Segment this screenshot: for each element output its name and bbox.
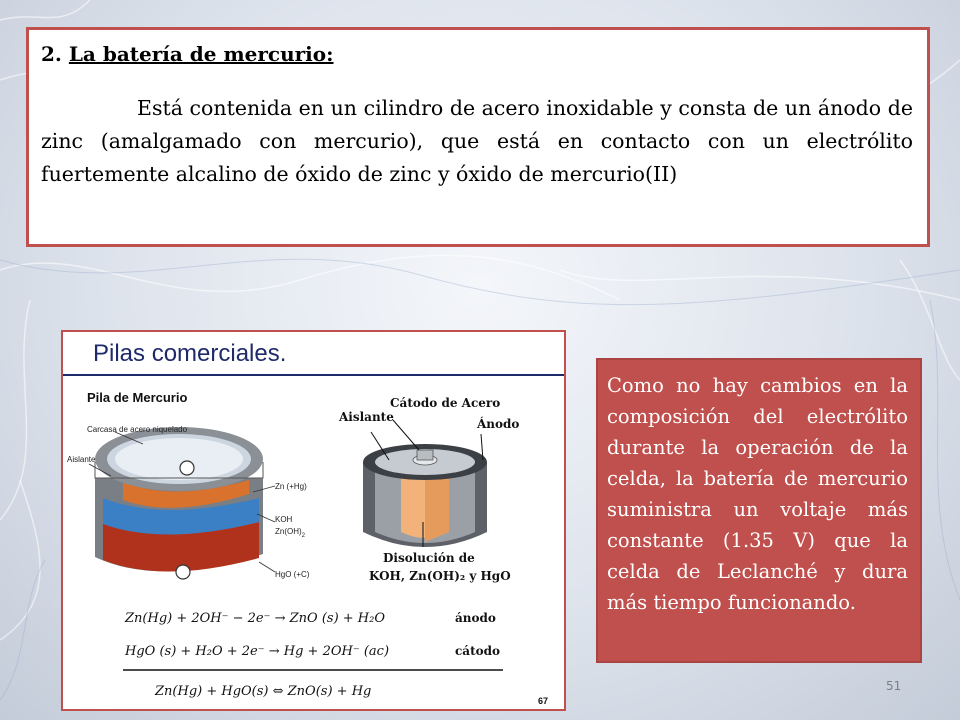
solution-label-2: KOH, Zn(OH)₂ y HgO [369,569,511,583]
mercury-cell-cutaway [89,427,275,579]
equation-anode-label: ánodo [455,611,496,625]
insulator-label-left: Aislante [67,455,96,464]
figure-page-ref: 67 [538,696,549,706]
equation-overall: Zn(Hg) + HgO(s) ⇔ ZnO(s) + Hg [155,684,372,699]
koh-label: KOH [275,515,293,524]
anode-label: Ánodo [477,417,520,431]
zn-label: Zn (+Hg) [275,482,307,491]
figure-header: Pilas comerciales. [93,340,287,367]
side-note-box [596,358,922,663]
steel-cylinder-diagram [363,420,487,547]
left-title: Pila de Mercurio [87,390,188,405]
section-title: La batería de mercurio: [68,42,334,66]
section-paragraph: Está contenida en un cilindro de acero inoxidable y consta de un ánodo de zinc (amalgamado con mercurio), que está en contacto con un electrólito fuertemente alcalino de óxido de zinc y óxido de mercurio(II) [41,96,913,186]
equation-cathode: HgO (s) + H₂O + 2e⁻ → Hg + 2OH⁻ (ac) [125,644,390,659]
section-number: 2. [41,42,62,66]
solution-label-1: Disolución de [383,551,475,565]
cathode-label: Cátodo de Acero [390,396,501,410]
insulator-label-right: Aislante [339,410,394,424]
battery-figure [61,330,566,711]
section-heading [41,42,913,66]
side-note-text: Como no hay cambios en la composición del electrólito durante la operación de la celda, la batería de mercurio suministra un voltaje más constante (1.35 V) que la celda de Leclanché y dura más tiempo funcionando. [607,374,908,614]
slide-number: 51 [886,679,902,693]
equation-cathode-label: cátodo [455,644,501,658]
equation-anode: Zn(Hg) + 2OH⁻ − 2e⁻ → ZnO (s) + H₂O [125,611,386,626]
hgo-label: HgO (+C) [275,570,310,579]
znoh-label: $Zn(OH)_2$ [275,527,306,539]
definition-box [26,27,930,247]
casing-label: Carcasa de acero niquelado [87,425,188,434]
battery-diagrams [63,332,566,711]
